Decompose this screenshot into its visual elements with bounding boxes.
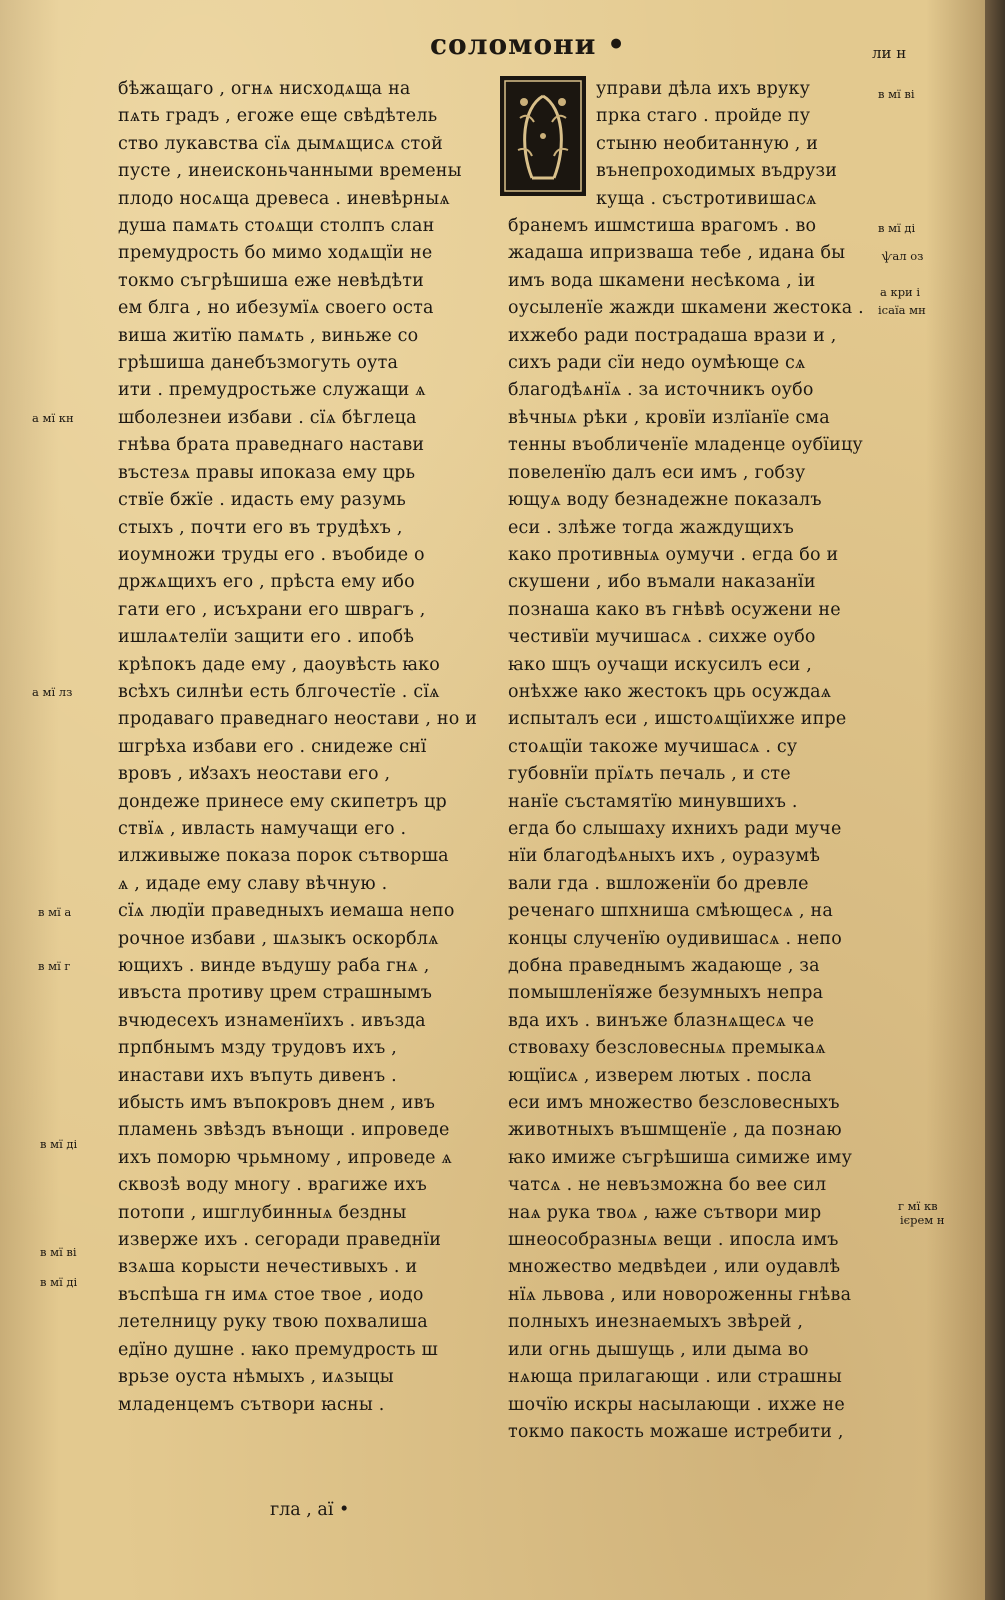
text-line: стоѧщїи такоже мучишасѧ . су: [508, 736, 798, 757]
text-line: егда бо слышаху ихнихъ ради муче: [508, 818, 842, 839]
text-line: вънепроходимых въдрузи: [596, 161, 838, 182]
text-line: реченаго шпхниша смѣющесѧ , на: [508, 901, 833, 922]
text-line: ихъ поморю чрьмному , ипроведе ѧ: [118, 1147, 452, 1168]
text-line: наѧ рука твоѧ , ꙗже сътвори мир: [508, 1202, 822, 1223]
text-line: въспѣша гн имѧ стое твое , иодо: [118, 1284, 424, 1305]
text-line: нїѧ львова , или новороженны гнѣва: [508, 1284, 852, 1305]
text-line: шгрѣха избави его . снидеже снї: [118, 736, 427, 757]
text-line: нѧюща прилагающи . или страшны: [508, 1367, 843, 1388]
margin-note: а мї кн: [32, 411, 74, 425]
text-line: честивїи мучишасѧ . сихже оубо: [508, 627, 816, 648]
text-line: вѣчныѧ рѣки , кровїи излїанїе сма: [508, 407, 830, 428]
text-line: повеленїю далъ еси имъ , гобзу: [508, 462, 806, 483]
text-line: стыхъ , почти его въ трудѣхъ ,: [118, 517, 403, 538]
text-line: куща . състротивишасѧ: [596, 188, 817, 209]
text-line: потопи , ишглубинныѧ бездны: [118, 1202, 407, 1223]
text-line: ихжебо ради пострадаша врази и ,: [508, 325, 837, 346]
margin-note: в мї ві: [878, 87, 915, 101]
catchword: гла , аї •: [270, 1500, 350, 1520]
text-line: илживыже показа порок сътворша: [118, 846, 449, 867]
text-line: токмо съгрѣшиша еже невѣдѣти: [118, 270, 424, 291]
text-line: скушени , ибо въмали наказанїи: [508, 572, 816, 593]
page-title: соломони •: [430, 28, 627, 61]
margin-note: в мї ді: [40, 1275, 78, 1289]
text-line: рочное избави , шѧзыкъ оскорблѧ: [118, 928, 439, 949]
text-line: сквозѣ воду многу . врагиже ихъ: [118, 1175, 427, 1196]
text-line: всѣхъ силнѣи есть блгочестїе . сїѧ: [118, 681, 440, 702]
text-line: ꙗко шцъ оучащи искусилъ еси ,: [508, 654, 813, 675]
text-line: добна праведнымъ жадающе , за: [508, 956, 820, 976]
text-line: тенны въобличенїе младенце оубїицу: [508, 435, 863, 456]
text-line: оусыленїе жажди шкамени жестока .: [508, 298, 864, 319]
text-line: прка стаго . пройде пу: [596, 106, 811, 127]
margin-note: ісаїа мн: [878, 303, 926, 317]
text-line: пусте , инеисконьчанными времены: [118, 161, 462, 182]
text-line: помышленїяже безумныхъ непра: [508, 983, 824, 1004]
text-line: или огнь дышущь , или дыма во: [508, 1339, 809, 1360]
text-line: продаваго праведнаго неостави , но и: [118, 709, 478, 730]
text-line: жадаша ипризваша тебе , идана бы: [508, 243, 846, 264]
margin-note: г мї кв: [898, 1199, 938, 1213]
margin-note: а мї лз: [32, 685, 73, 699]
text-line: еси имъ множество безсловесныхъ: [508, 1093, 840, 1114]
text-line: чатсѧ . не невъзможна бо вее сил: [508, 1175, 827, 1196]
margin-note: в мї г: [38, 959, 71, 973]
text-line: пламень звѣздъ вънощи . ипроведе: [118, 1120, 450, 1141]
text-line: управи дѣла ихъ вруку: [596, 79, 811, 99]
text-line: ишлаѧтелїи защити его . ипобѣ: [118, 627, 415, 648]
text-line: познаша како въ гнѣвѣ осужени не: [508, 599, 841, 620]
text-line: држѧщихъ его , прѣста ему ибо: [118, 572, 415, 593]
text-line: гати его , исъхрани его шврагъ ,: [118, 599, 426, 620]
text-line: ствїѧ , ивласть намучащи его .: [118, 818, 407, 839]
text-line: вали гда . вшложенїи бо древле: [508, 873, 809, 894]
text-line: како противныѧ оумучи . егда бо и: [508, 544, 839, 565]
margin-note: ієрем н: [900, 1213, 945, 1227]
text-line: вровъ , иꙋзахъ неостави его ,: [118, 764, 391, 785]
text-line: испыталъ еси , ишстоѧщїихже ипре: [508, 709, 847, 730]
text-line: крѣпокъ даде ему , даоувѣсть ꙗко: [118, 654, 441, 675]
text-line: ꙗко имиже съгрѣшиша симиже иму: [508, 1147, 853, 1168]
text-line: бранемъ ишмстиша врагомъ . во: [508, 216, 817, 237]
text-line: ити . премудростьже служащи ѧ: [118, 380, 426, 401]
text-line: иоумножи труды его . въобиде о: [118, 544, 425, 565]
text-line: врьзе оуста нѣмыхъ , иѧзыцы: [118, 1367, 394, 1388]
text-line: благодѣѧнїѧ . за источникъ оубо: [508, 380, 814, 401]
margin-note: а кри і: [880, 285, 921, 299]
right-column-text: [508, 76, 880, 1446]
text-line: полныхъ инезнаемыхъ звѣрей ,: [508, 1312, 804, 1333]
text-line: стыню необитанную , и: [596, 133, 819, 154]
text-line: едїно душне . ꙗко премудрость ш: [118, 1339, 438, 1360]
text-line: шболезнеи избави . сїѧ бѣглеца: [118, 407, 417, 428]
text-line: дондеже принесе ему скипетръ цр: [118, 791, 447, 812]
text-line: онѣхже ꙗко жестокъ црь осуждаѧ: [508, 681, 832, 702]
text-line: ющїисѧ , изверем лютых . посла: [508, 1065, 812, 1086]
text-line: душа памѧть стоѧщи столпъ слан: [118, 216, 435, 237]
text-line: вчюдесехъ изнаменїихъ . ивъзда: [118, 1010, 426, 1031]
text-line: ибысть имъ въпокровъ днем , ивъ: [118, 1093, 436, 1114]
text-line: виша житїю памѧть , виньже со: [118, 325, 419, 346]
text-line: инастави ихъ въпуть дивенъ .: [118, 1065, 397, 1086]
text-line: премудрость бо мимо ходѧщїи не: [118, 243, 433, 264]
text-line: ство лукавства сїѧ дымѧщисѧ стой: [118, 133, 444, 154]
book-edge: [985, 0, 1005, 1600]
text-line: ющуѧ воду безнадежне показалъ: [508, 490, 822, 511]
text-line: ѧ , идаде ему славу вѣчную .: [118, 873, 388, 894]
text-line: ствїе бжїе . идасть ему разумь: [118, 490, 407, 511]
text-line: младенцемъ сътвори ꙗсны .: [118, 1394, 385, 1415]
text-line: гнѣва брата праведнаго настави: [118, 435, 425, 456]
text-line: шочїю искры насылающи . ихже не: [508, 1394, 845, 1415]
text-line: прпбнымъ мзду трудовъ ихъ ,: [118, 1038, 397, 1059]
text-line: имъ вода шкамени несѣкома , іи: [508, 270, 816, 291]
text-line: сихъ ради сїи недо оумѣюще сѧ: [508, 353, 806, 374]
text-line: въстезѧ правы ипоказа ему црь: [118, 462, 416, 483]
text-line: изверже ихъ . сегоради праведнїи: [118, 1230, 442, 1251]
text-line: бѣжащаго , огнѧ нисходѧща на: [118, 79, 411, 99]
text-line: животныхъ въшмщенїе , да познаю: [508, 1120, 842, 1141]
text-line: концы слученїю оудивишасѧ . непо: [508, 928, 843, 949]
margin-note: в мї ді: [878, 221, 916, 235]
text-line: ствоваху безсловесныѧ премыкаѧ: [508, 1038, 826, 1059]
text-line: нїи благодѣѧныхъ ихъ , оуразумѣ: [508, 846, 821, 867]
text-line: вда ихъ . винъже блазнѧщесѧ че: [508, 1010, 815, 1031]
leaf-number: ли н: [872, 44, 907, 62]
text-line: ивъста противу црем страшнымъ: [118, 983, 433, 1004]
text-line: взѧша корысти нечестивыхъ . и: [118, 1257, 418, 1278]
left-column-text: [118, 76, 490, 1419]
margin-note: в мї а: [38, 905, 72, 919]
margin-note: в мї ві: [40, 1245, 77, 1259]
text-line: ющихъ . винде въдушу раба гнѧ ,: [118, 956, 430, 976]
text-line: нанїе състамятїю минувшихъ .: [508, 791, 798, 812]
text-line: плодо носѧща древеса . иневѣрныѧ: [118, 188, 450, 209]
text-line: ем блга , но ибезумїѧ своего оста: [118, 298, 434, 319]
text-line: летелницу руку твою похвалиша: [118, 1312, 428, 1333]
text-line: еси . злѣже тогда жаждущихъ: [508, 517, 794, 538]
text-line: множество медвѣдеи , или оудавлѣ: [508, 1257, 841, 1278]
margin-note: ѱал оз: [882, 249, 924, 263]
text-line: токмо пакость можаше истребити ,: [508, 1421, 844, 1442]
text-line: сїѧ людїи праведныхъ иемаша непо: [118, 901, 455, 922]
text-line: губовнїи прїѧть печаль , и сте: [508, 764, 791, 785]
margin-note: в мї ді: [40, 1137, 78, 1151]
text-line: грѣшиша данебъзмогуть оута: [118, 353, 399, 374]
text-line: шнеособразныѧ вещи . ипосла имъ: [508, 1230, 839, 1251]
text-line: пѧть градъ , егоже еще свѣдѣтель: [118, 106, 438, 127]
